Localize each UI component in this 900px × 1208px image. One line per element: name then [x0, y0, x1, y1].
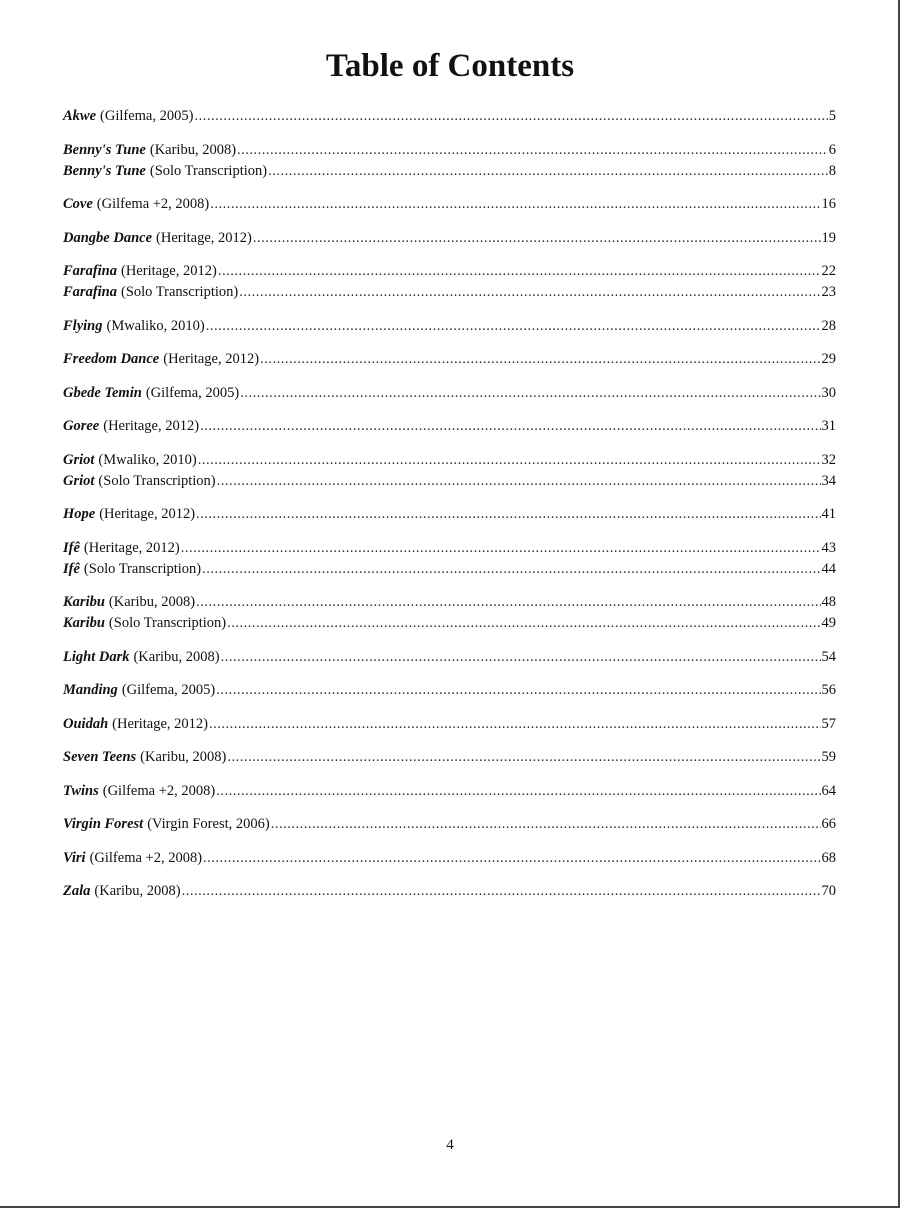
- entry-source: (Mwaliko, 2010): [106, 317, 205, 334]
- toc-group: [63, 416, 836, 437]
- toc-group: [63, 106, 836, 127]
- entry-title: Benny's Tune: [63, 162, 146, 179]
- entry-source: (Virgin Forest, 2006): [147, 816, 270, 832]
- toc-entry[interactable]: [63, 881, 836, 902]
- dot-leader: [210, 194, 820, 215]
- entry-page-number: 8: [828, 162, 836, 179]
- toc-entry[interactable]: [63, 613, 836, 634]
- toc-group: [63, 814, 836, 835]
- toc-group: [63, 538, 836, 580]
- toc-entry[interactable]: [63, 538, 836, 559]
- toc-group: [63, 194, 836, 215]
- toc-group: [63, 714, 836, 735]
- entry-page-number: 5: [828, 108, 836, 124]
- toc-entry[interactable]: [63, 261, 836, 282]
- entry-title: Karibu: [63, 615, 105, 631]
- entry-source: (Mwaliko, 2010): [98, 451, 197, 468]
- entry-source: (Solo Transcription): [83, 560, 202, 577]
- entry-title: Ifê: [63, 539, 80, 556]
- entry-source: (Gilfema, 2005): [100, 108, 194, 124]
- dot-leader: [200, 416, 820, 437]
- dot-leader: [271, 814, 821, 835]
- toc-group: [63, 881, 836, 902]
- dot-leader: [202, 559, 820, 580]
- entry-page-number: 66: [821, 816, 836, 832]
- entry-page-number: 29: [821, 351, 836, 367]
- toc-group: [63, 747, 836, 768]
- entry-title: Light Dark: [63, 648, 130, 665]
- toc-entry[interactable]: [63, 161, 836, 182]
- dot-leader: [240, 383, 820, 404]
- toc-group: [63, 781, 836, 802]
- toc-entry[interactable]: [63, 228, 836, 249]
- dot-leader: [221, 647, 821, 668]
- entry-title: Cove: [63, 196, 93, 212]
- entry-source: (Solo Transcription): [108, 615, 227, 631]
- entry-title: Goree: [63, 418, 100, 434]
- dot-leader: [203, 848, 820, 869]
- dot-leader: [198, 450, 821, 471]
- entry-page-number: 22: [821, 263, 836, 279]
- entry-title: Karibu: [63, 594, 105, 610]
- entry-page-number: 64: [821, 782, 836, 799]
- toc-group: [63, 450, 836, 492]
- dot-leader: [237, 140, 828, 161]
- dot-leader: [218, 261, 821, 282]
- entry-page-number: 56: [821, 682, 836, 698]
- entry-page-number: 31: [821, 418, 836, 434]
- dot-leader: [217, 471, 821, 492]
- page-number: 4: [446, 1137, 454, 1153]
- entry-title: Ifê: [63, 560, 80, 577]
- entry-page-number: 34: [821, 472, 836, 489]
- toc-group: [63, 592, 836, 634]
- toc-entry[interactable]: [63, 680, 836, 701]
- toc-entry[interactable]: [63, 416, 836, 437]
- entry-page-number: 30: [821, 384, 836, 401]
- entry-title: Freedom Dance: [63, 351, 160, 367]
- entry-page-number: 41: [821, 506, 836, 522]
- entry-source: (Gilfema +2, 2008): [89, 849, 203, 866]
- toc-entry[interactable]: [63, 383, 836, 404]
- dot-leader: [181, 538, 821, 559]
- toc-entry[interactable]: [63, 140, 836, 161]
- entry-page-number: 32: [821, 451, 836, 468]
- toc-entry[interactable]: [63, 714, 836, 735]
- dot-leader: [268, 161, 828, 182]
- entry-source: (Solo Transcription): [149, 162, 268, 179]
- entry-source: (Gilfema, 2005): [145, 384, 240, 401]
- entry-title: Griot: [63, 451, 95, 468]
- entry-source: (Solo Transcription): [121, 284, 239, 300]
- toc-entry[interactable]: [63, 814, 836, 835]
- toc-entry[interactable]: [63, 781, 836, 802]
- entry-page-number: 59: [821, 749, 836, 765]
- entry-source: (Karibu, 2008): [133, 648, 220, 665]
- entry-title: Manding: [63, 682, 118, 698]
- entry-title: Viri: [63, 849, 86, 866]
- dot-leader: [182, 881, 821, 902]
- entry-source: (Gilfema +2, 2008): [102, 782, 216, 799]
- dot-leader: [216, 781, 820, 802]
- page-title: Table of Contents: [325, 48, 575, 84]
- toc-entry[interactable]: [63, 471, 836, 492]
- dot-leader: [260, 349, 820, 370]
- entry-page-number: 57: [821, 715, 836, 732]
- entry-page-number: 44: [821, 560, 836, 577]
- toc-entry[interactable]: [63, 848, 836, 869]
- toc-entry[interactable]: [63, 282, 836, 303]
- toc-group: [63, 383, 836, 404]
- entry-source: (Gilfema, 2005): [121, 682, 216, 698]
- entry-page-number: 16: [821, 196, 836, 212]
- entry-page-number: 70: [821, 883, 836, 899]
- entry-page-number: 28: [821, 317, 836, 334]
- table-of-contents: [63, 106, 836, 915]
- entry-page-number: 54: [821, 648, 836, 665]
- toc-entry[interactable]: [63, 349, 836, 370]
- entry-source: (Solo Transcription): [98, 472, 216, 489]
- entry-title: Hope: [63, 506, 96, 522]
- toc-group: [63, 140, 836, 182]
- entry-page-number: 48: [821, 594, 836, 610]
- entry-title: Flying: [63, 317, 103, 334]
- toc-group: [63, 680, 836, 701]
- toc-group: [63, 261, 836, 303]
- entry-source: (Heritage, 2012): [121, 263, 217, 279]
- entry-page-number: 43: [821, 539, 836, 556]
- entry-title: Zala: [63, 883, 91, 899]
- entry-title: Akwe: [63, 108, 97, 124]
- toc-group: [63, 504, 836, 525]
- dot-leader: [194, 106, 827, 127]
- entry-title: Seven Teens: [63, 749, 137, 765]
- toc-entry[interactable]: [63, 747, 836, 768]
- toc-entry[interactable]: [63, 316, 836, 337]
- dot-leader: [209, 714, 821, 735]
- entry-source: (Heritage, 2012): [103, 418, 200, 434]
- entry-page-number: 23: [821, 284, 836, 300]
- dot-leader: [206, 316, 821, 337]
- entry-title: Virgin Forest: [63, 816, 144, 832]
- entry-title: Gbede Temin: [63, 384, 142, 401]
- toc-entry[interactable]: [63, 647, 836, 668]
- entry-title: Farafina: [63, 284, 117, 300]
- entry-source: (Karibu, 2008): [140, 749, 227, 765]
- entry-title: Griot: [63, 472, 95, 489]
- toc-group: [63, 316, 836, 337]
- dot-leader: [239, 282, 820, 303]
- entry-source: (Heritage, 2012): [156, 229, 252, 246]
- entry-source: (Heritage, 2012): [163, 351, 260, 367]
- toc-entry[interactable]: [63, 450, 836, 471]
- toc-group: [63, 228, 836, 249]
- dot-leader: [216, 680, 820, 701]
- toc-group: [63, 848, 836, 869]
- entry-title: Ouidah: [63, 715, 109, 732]
- entry-title: Dangbe Dance: [63, 229, 153, 246]
- toc-entry[interactable]: [63, 504, 836, 525]
- entry-source: (Heritage, 2012): [99, 506, 196, 522]
- toc-group: [63, 349, 836, 370]
- entry-source: (Karibu, 2008): [149, 141, 237, 158]
- entry-source: (Karibu, 2008): [108, 594, 196, 610]
- entry-title: Farafina: [63, 263, 117, 279]
- toc-entry[interactable]: [63, 106, 836, 127]
- entry-page-number: 49: [821, 615, 836, 631]
- dot-leader: [196, 592, 820, 613]
- toc-entry[interactable]: [63, 592, 836, 613]
- entry-title: Benny's Tune: [63, 141, 146, 158]
- entry-title: Twins: [63, 782, 99, 799]
- entry-page-number: 6: [828, 141, 836, 158]
- toc-group: [63, 647, 836, 668]
- entry-source: (Heritage, 2012): [112, 715, 208, 732]
- toc-entry[interactable]: [63, 194, 836, 215]
- dot-leader: [253, 228, 821, 249]
- entry-source: (Karibu, 2008): [94, 883, 181, 899]
- dot-leader: [227, 613, 820, 634]
- dot-leader: [227, 747, 820, 768]
- entry-page-number: 68: [821, 849, 836, 866]
- toc-entry[interactable]: [63, 559, 836, 580]
- dot-leader: [196, 504, 820, 525]
- entry-source: (Gilfema +2, 2008): [96, 196, 210, 212]
- entry-page-number: 19: [821, 229, 836, 246]
- entry-source: (Heritage, 2012): [83, 539, 180, 556]
